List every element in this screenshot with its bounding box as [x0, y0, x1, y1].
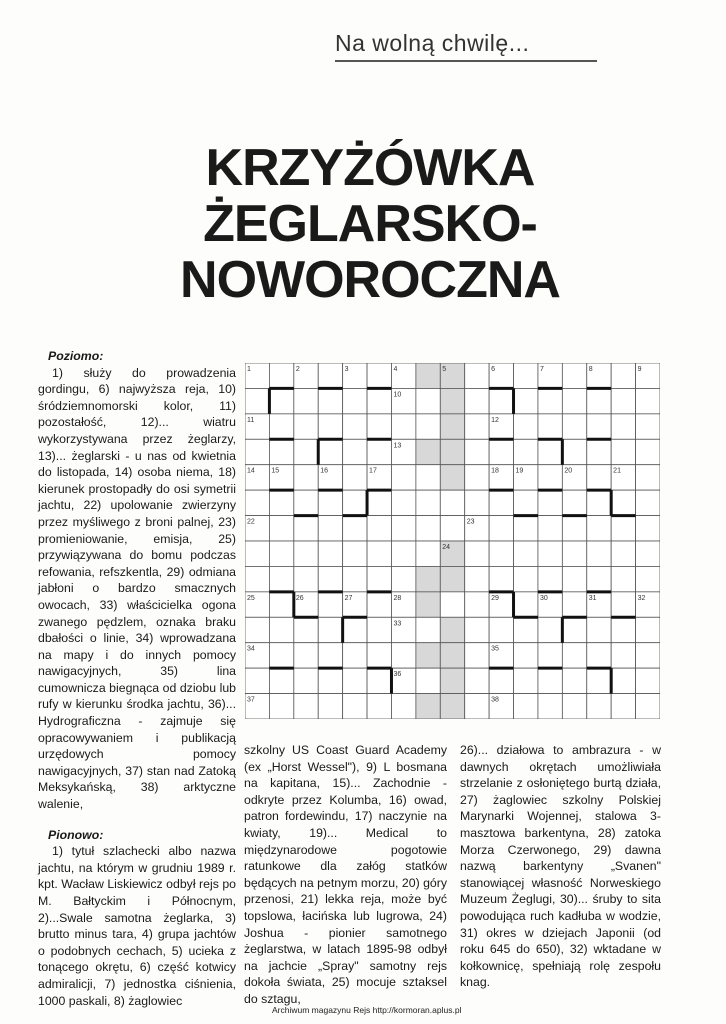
grid-cell [416, 694, 440, 719]
grid-cell [440, 694, 464, 719]
cell-number: 5 [442, 366, 447, 373]
clues-column-1 [38, 348, 236, 1009]
grid-cell [562, 388, 586, 413]
grid-cell [489, 439, 513, 464]
grid-cell [440, 668, 464, 693]
across-clues: 1) służy do prowadzenia gordingu, 6) najwyższa reja, 10) śródziemnomorski kolor, 11) pozostałość, 12)... wiatru wykorzystywana przez żeglarzy, 13)... żeglarski - u nas od kwietnia do listopada, 14) osoba niema, 18) kierunek prostopadły do osi symetrii jachtu, 22) upolowanie zwierzyny przez myśliwego z broni palnej, 23) promieniowanie, emisja, 25) przywiązywana do bomu podczas refowania, refszkentla, 29) odmiana jabłoni o bardzo smacznych owocach, 33) właścicielka ogona zwanego pędzlem, oznaka braku dbałości o linie, 34) wprowadzana na mapy i do innych pomocy nawigacyjnych, 35) lina cumownicza biegnąca od dziobu lub rufy w kierunku środka jachtu, 36)... Hydrograficzna - zajmuje się opracowywaniem i publikacją urzędowych pomocy nawigacyjnych, 37) stan nad Zatoką Meksykańską, 38) arktyczne walenie, [38, 365, 236, 812]
grid-cell [416, 516, 440, 541]
grid-cell [269, 388, 293, 413]
grid-cell [636, 566, 660, 591]
cell-number: 10 [393, 391, 402, 399]
grid-cell [269, 516, 293, 541]
grid-cell [391, 566, 415, 591]
grid-cell [587, 643, 611, 668]
grid-cell [440, 643, 464, 668]
grid-cell [611, 414, 635, 439]
grid-cell [391, 414, 415, 439]
grid-cell [562, 694, 586, 719]
grid-cell [636, 643, 660, 668]
grid-cell [318, 439, 342, 464]
grid-cell [269, 414, 293, 439]
cell-number: 28 [393, 594, 402, 602]
grid-cell [416, 465, 440, 490]
grid-cell [562, 363, 586, 388]
grid-cell [245, 490, 269, 515]
grid-cell [562, 490, 586, 515]
grid-cell [611, 516, 635, 541]
grid-cell [538, 439, 562, 464]
grid-cell [587, 516, 611, 541]
grid-cell [269, 566, 293, 591]
grid-cell [465, 414, 489, 439]
grid-cell [269, 668, 293, 693]
grid-cell [440, 414, 464, 439]
grid-cell [611, 566, 635, 591]
grid-cell [343, 694, 367, 719]
grid-cell [294, 541, 318, 566]
grid-cell [514, 694, 538, 719]
grid-cell [343, 643, 367, 668]
grid-cell [343, 516, 367, 541]
grid-cell [562, 439, 586, 464]
grid-cell [611, 541, 635, 566]
grid-cell [318, 694, 342, 719]
grid-cell [489, 566, 513, 591]
grid-cell [245, 388, 269, 413]
grid-cell [367, 694, 391, 719]
grid-cell [294, 617, 318, 642]
grid-cell [587, 490, 611, 515]
footer-credit: Archiwum magazynu Rejs http://kormoran.aplus.pl [272, 1005, 462, 1015]
grid-cell [343, 465, 367, 490]
grid-cell [465, 363, 489, 388]
page-title [70, 140, 670, 308]
cell-number: 23 [466, 518, 475, 526]
grid-cell [416, 668, 440, 693]
grid-cell [416, 566, 440, 591]
cell-number: 16 [320, 467, 329, 475]
cell-number: 8 [588, 366, 593, 373]
title-line-3: NOWOROCZNA [180, 251, 560, 309]
grid-cell [514, 414, 538, 439]
cell-number: 24 [442, 544, 451, 551]
grid-cell [636, 465, 660, 490]
grid-cell [587, 566, 611, 591]
grid-cell [489, 668, 513, 693]
cell-number: 15 [271, 467, 280, 475]
grid-cell [367, 516, 391, 541]
grid-cell [538, 388, 562, 413]
grid-cell [343, 414, 367, 439]
grid-cell [343, 617, 367, 642]
grid-cell [587, 439, 611, 464]
grid-cell [538, 694, 562, 719]
cell-number: 20 [564, 467, 573, 475]
cell-number: 25 [247, 594, 255, 602]
grid-cell [538, 414, 562, 439]
grid-cell [489, 516, 513, 541]
cell-number: 21 [613, 467, 621, 475]
grid-cell [367, 643, 391, 668]
title-line-2: ŻEGLARSKO- [203, 195, 537, 253]
grid-cell [489, 541, 513, 566]
grid-cell [514, 592, 538, 617]
cell-number: 17 [369, 467, 377, 475]
grid-cell [562, 541, 586, 566]
grid-cell [269, 439, 293, 464]
grid-cell [294, 516, 318, 541]
cell-number: 27 [344, 594, 353, 602]
grid-cell [562, 668, 586, 693]
grid-cell [514, 490, 538, 515]
grid-cell [269, 643, 293, 668]
grid-cell [440, 592, 464, 617]
down-heading: Pionowo: [48, 827, 104, 842]
grid-cell [611, 592, 635, 617]
grid-cell [318, 388, 342, 413]
grid-cell [514, 566, 538, 591]
grid-cell [367, 490, 391, 515]
cell-number: 2 [295, 366, 300, 373]
grid-cell [538, 566, 562, 591]
grid-cell [391, 516, 415, 541]
grid-cell [465, 592, 489, 617]
grid-cell [416, 363, 440, 388]
grid-cell [514, 541, 538, 566]
grid-cell [440, 490, 464, 515]
grid-cell [538, 643, 562, 668]
grid-cell [294, 643, 318, 668]
grid-cell [318, 643, 342, 668]
across-heading: Poziomo: [48, 349, 104, 363]
cell-number: 30 [539, 594, 548, 602]
cell-number: 29 [491, 594, 499, 602]
grid-cell [587, 541, 611, 566]
grid-cell [269, 617, 293, 642]
grid-cell [538, 541, 562, 566]
grid-cell [367, 541, 391, 566]
grid-cell [318, 516, 342, 541]
cell-number: 11 [247, 416, 255, 424]
grid-cell [343, 439, 367, 464]
grid-cell [343, 668, 367, 693]
grid-cell [562, 566, 586, 591]
cell-number: 13 [393, 442, 402, 450]
cell-number: 1 [247, 366, 251, 373]
grid-cell [294, 439, 318, 464]
grid-cell [562, 643, 586, 668]
grid-cell [562, 414, 586, 439]
grid-cell [416, 490, 440, 515]
grid-cell [367, 668, 391, 693]
cell-number: 18 [491, 467, 499, 475]
grid-cell [343, 541, 367, 566]
grid-cell [489, 617, 513, 642]
grid-cell [416, 414, 440, 439]
grid-cell [587, 668, 611, 693]
grid-cell [611, 668, 635, 693]
grid-cell [636, 541, 660, 566]
grid-cell [440, 516, 464, 541]
grid-cell [465, 465, 489, 490]
grid-cell [318, 490, 342, 515]
grid-cell [465, 541, 489, 566]
grid-cell [538, 465, 562, 490]
grid-cell [416, 592, 440, 617]
cell-number: 38 [491, 696, 499, 704]
grid-cell [514, 516, 538, 541]
grid-cell [416, 388, 440, 413]
grid-cell [367, 592, 391, 617]
grid-cell [269, 490, 293, 515]
grid-cell [367, 566, 391, 591]
grid-cell [245, 668, 269, 693]
grid-cell [611, 694, 635, 719]
grid-cell [465, 617, 489, 642]
grid-cell [245, 617, 269, 642]
crossword-grid [245, 363, 660, 719]
cell-number: 32 [637, 594, 646, 602]
grid-cell [294, 566, 318, 591]
grid-cell [514, 363, 538, 388]
grid-cell [587, 465, 611, 490]
cell-number: 3 [344, 366, 349, 373]
grid-cell [611, 388, 635, 413]
grid-cell [269, 541, 293, 566]
grid-cell [636, 617, 660, 642]
grid-cell [636, 439, 660, 464]
grid-cell [416, 617, 440, 642]
grid-cell [294, 465, 318, 490]
grid-cell [367, 439, 391, 464]
grid-cell [416, 439, 440, 464]
grid-cell [465, 388, 489, 413]
cell-number: 34 [247, 645, 255, 653]
cell-number: 36 [393, 671, 402, 679]
grid-cell [611, 617, 635, 642]
grid-cell [538, 668, 562, 693]
grid-cell [636, 490, 660, 515]
cell-number: 19 [515, 467, 524, 475]
grid-cell [440, 388, 464, 413]
grid-cell [465, 643, 489, 668]
cell-number: 6 [491, 366, 496, 373]
cell-number: 14 [247, 467, 255, 475]
grid-cell [367, 363, 391, 388]
grid-cell [343, 388, 367, 413]
grid-cell [611, 439, 635, 464]
grid-cell [318, 414, 342, 439]
grid-cell [367, 388, 391, 413]
grid-cell [636, 414, 660, 439]
grid-cell [636, 668, 660, 693]
cell-number: 33 [393, 620, 402, 628]
cell-number: 9 [637, 366, 642, 373]
grid-cell [294, 490, 318, 515]
grid-cell [440, 439, 464, 464]
grid-cell [611, 363, 635, 388]
grid-cell [318, 566, 342, 591]
grid-cell [465, 439, 489, 464]
grid-cell [391, 541, 415, 566]
grid-cell [367, 414, 391, 439]
grid-cell [440, 566, 464, 591]
grid-cell [269, 694, 293, 719]
grid-cell [245, 439, 269, 464]
grid-cell [391, 465, 415, 490]
clues-column-3 [460, 742, 661, 991]
grid-cell [318, 363, 342, 388]
grid-cell [318, 592, 342, 617]
grid-cell [367, 617, 391, 642]
grid-cell [416, 643, 440, 668]
cell-number: 22 [247, 518, 255, 526]
grid-cell [294, 414, 318, 439]
grid-cell [636, 388, 660, 413]
cell-number: 37 [247, 696, 255, 704]
grid-cell [562, 617, 586, 642]
grid-cell [514, 439, 538, 464]
cell-number: 26 [295, 594, 304, 602]
grid-cell [538, 490, 562, 515]
grid-cell [440, 465, 464, 490]
grid-cell [269, 363, 293, 388]
grid-cell [514, 643, 538, 668]
down-clues-part-2: szkolny US Coast Guard Academy (ex „Horst Wessel"), 9) L bosmana na kapitana, 15)... Zachodnie - odkryte przez Kolumba, 16) owad, patron fordewindu, 17) naczynie na kwiaty, 19)... Medical to międzynarodowe pogotowie ratunkowe dla załóg statków będących na petnym morzu, 20) góry przenosi, 21) lekka reja, może być topslowa, łacińska lub lugrowa, 24) Joshua - pionier samotnego żeglarstwa, w latach 1895-98 odbył na jachcie „Spray" samotny rejs dokoła świata, 25) mocuje sztaksel do sztagu, [244, 743, 448, 1006]
grid-cell [343, 490, 367, 515]
down-clues-part-3: 26)... działowa to ambrazura - w dawnych okrętach umożliwiała strzelanie z osłoniętego burtą działa, 27) żaglowiec szkolny Polskiej Marynarki Wojennej, stalowa 3-masztowa barkentyna, 28) zatoka Morza Czerwonego, 29) dawna nazwą barkentyny „Svanen" stanowiącej własność Norweskiego Muzeum Żeglugi, 30)... śruby to sita powodująca ruch kadłuba w wodzie, 31) okres w dziejach Japonii (od roku 645 do 650), 32) wktadane w kołkownicę, spełniają rolę zespołu knag. [460, 743, 661, 990]
grid-cell [465, 694, 489, 719]
grid-cell [318, 617, 342, 642]
cell-number: 12 [491, 416, 499, 424]
grid-cell [538, 617, 562, 642]
cell-number: 4 [393, 366, 398, 373]
grid-cell [489, 490, 513, 515]
grid-cell [636, 694, 660, 719]
cell-number: 35 [491, 645, 499, 653]
grid-cell [294, 388, 318, 413]
grid-cell [587, 414, 611, 439]
section-header: Na wolną chwilę... [335, 30, 530, 56]
down-clues-part-1: 1) tytuł szlachecki albo nazwa jachtu, na którym w grudniu 1989 r. kpt. Wacław Liskiewicz odbył rejs po M. Bałtyckim i Północnym, 2)...Swale samotna żeglarka, 3) brutto minus tara, 4) grupa jachtów o podobnych cechach, 5) ucieka z tonącego okrętu, 6) część kotwicy admiralicji, 7) jednostka ciśnienia, 1000 paskali, 8) żaglowiec [38, 844, 236, 1008]
grid-cell [465, 566, 489, 591]
grid-cell [343, 566, 367, 591]
grid-cell [318, 668, 342, 693]
grid-cell [269, 592, 293, 617]
grid-cell [416, 541, 440, 566]
grid-cell [562, 516, 586, 541]
grid-cell [318, 541, 342, 566]
grid-cell [514, 388, 538, 413]
grid-cell [294, 668, 318, 693]
grid-cell [391, 490, 415, 515]
cell-number: 7 [539, 366, 544, 373]
grid-cell [587, 694, 611, 719]
grid-cell [636, 516, 660, 541]
title-line-1: KRZYŻÓWKA [205, 139, 535, 197]
header-rule [335, 60, 597, 62]
grid-cell [391, 694, 415, 719]
grid-cell [391, 643, 415, 668]
grid-cell [440, 617, 464, 642]
grid-cell [294, 694, 318, 719]
grid-cell [245, 541, 269, 566]
grid-cell [514, 668, 538, 693]
grid-cell [465, 668, 489, 693]
clues-column-2 [244, 742, 447, 1008]
grid-cell [514, 617, 538, 642]
grid-cell [245, 566, 269, 591]
cell-number: 31 [588, 594, 597, 602]
grid-cell [562, 592, 586, 617]
crossword-svg [245, 363, 660, 719]
grid-cell [538, 516, 562, 541]
grid-cell [611, 490, 635, 515]
grid-cell [489, 388, 513, 413]
grid-cell [465, 490, 489, 515]
grid-cell [587, 388, 611, 413]
grid-cell [587, 617, 611, 642]
grid-cell [611, 643, 635, 668]
